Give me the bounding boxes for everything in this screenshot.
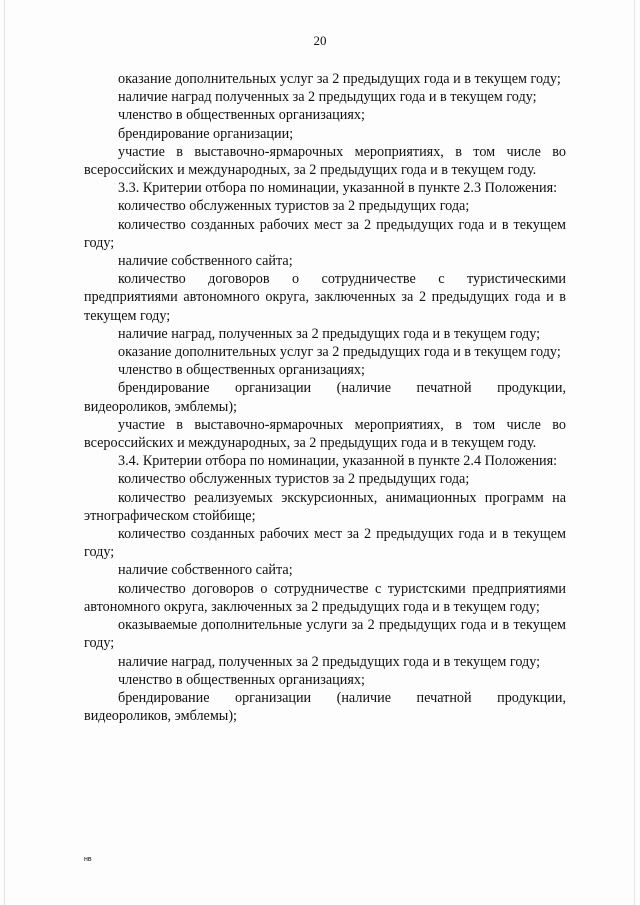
paragraph: членство в общественных организациях; xyxy=(118,671,365,688)
paragraph: наличие наград, полученных за 2 предыдущих года и в текущем году; xyxy=(118,325,541,342)
paragraph: количество обслуженных туристов за 2 предыдущих года; xyxy=(118,471,470,488)
paragraph: оказываемые дополнительные услуги за 2 предыдущих года и в текущем году; xyxy=(84,617,566,652)
paragraph: количество созданных рабочих мест за 2 предыдущих года и в текущем году; xyxy=(84,216,566,251)
section-heading-3-3: 3.3. Критерии отбора по номинации, указанной в пункте 2.3 Положения: xyxy=(118,180,558,197)
paragraph: наличие наград полученных за 2 предыдущих года и в текущем году; xyxy=(118,89,537,106)
paragraph: участие в выставочно-ярмарочных мероприятиях, в том числе во всероссийских и международных, за 2 предыдущих года и в текущем году. xyxy=(84,416,566,452)
paragraph: количество договоров о сотрудничестве с туристическими предприятиями автономного округа, заключенных за 2 предыдущих года и в текущем году; xyxy=(84,271,566,324)
paragraph: членство в общественных организациях; xyxy=(118,362,365,379)
paragraph: количество реализуемых экскурсионных, анимационных программ на этнографическом стойбище; xyxy=(84,489,566,524)
paragraph: количество обслуженных туристов за 2 предыдущих года; xyxy=(118,198,470,215)
section-heading-3-4: 3.4. Критерии отбора по номинации, указанной в пункте 2.4 Положения: xyxy=(118,453,558,470)
scan-edge-right xyxy=(634,0,635,905)
scan-edge-left xyxy=(4,0,5,905)
paragraph: членство в общественных организациях; xyxy=(118,107,365,124)
paragraph: наличие наград, полученных за 2 предыдущих года и в текущем году; xyxy=(118,653,541,670)
paragraph: брендирование организации (наличие печатной продукции, видеороликов, эмблемы); xyxy=(84,689,566,725)
footer-mark: нв xyxy=(84,856,92,863)
paragraph: наличие собственного сайта; xyxy=(118,253,293,270)
paragraph: количество созданных рабочих мест за 2 предыдущих года и в текущем году; xyxy=(84,526,566,561)
paragraph: количество договоров о сотрудничестве с туристскими предприятиями автономного округа, заключенных за 2 предыдущих года и в текущем году; xyxy=(84,580,566,615)
paragraph: брендирование организации (наличие печатной продукции, видеороликов, эмблемы); xyxy=(84,380,566,415)
paragraph: оказание дополнительных услуг за 2 предыдущих года и в текущем году; xyxy=(118,344,561,361)
page-number: 20 xyxy=(313,33,327,48)
paragraph: оказание дополнительных услуг за 2 предыдущих года и в текущем году; xyxy=(118,71,561,87)
paragraph: брендирование организации; xyxy=(118,125,294,142)
paragraph: наличие собственного сайта; xyxy=(118,562,293,579)
paragraph: участие в выставочно-ярмарочных мероприятиях, в том числе во всероссийских и международных, за 2 предыдущих года и в текущем году. xyxy=(84,143,566,179)
document-body xyxy=(84,70,566,725)
